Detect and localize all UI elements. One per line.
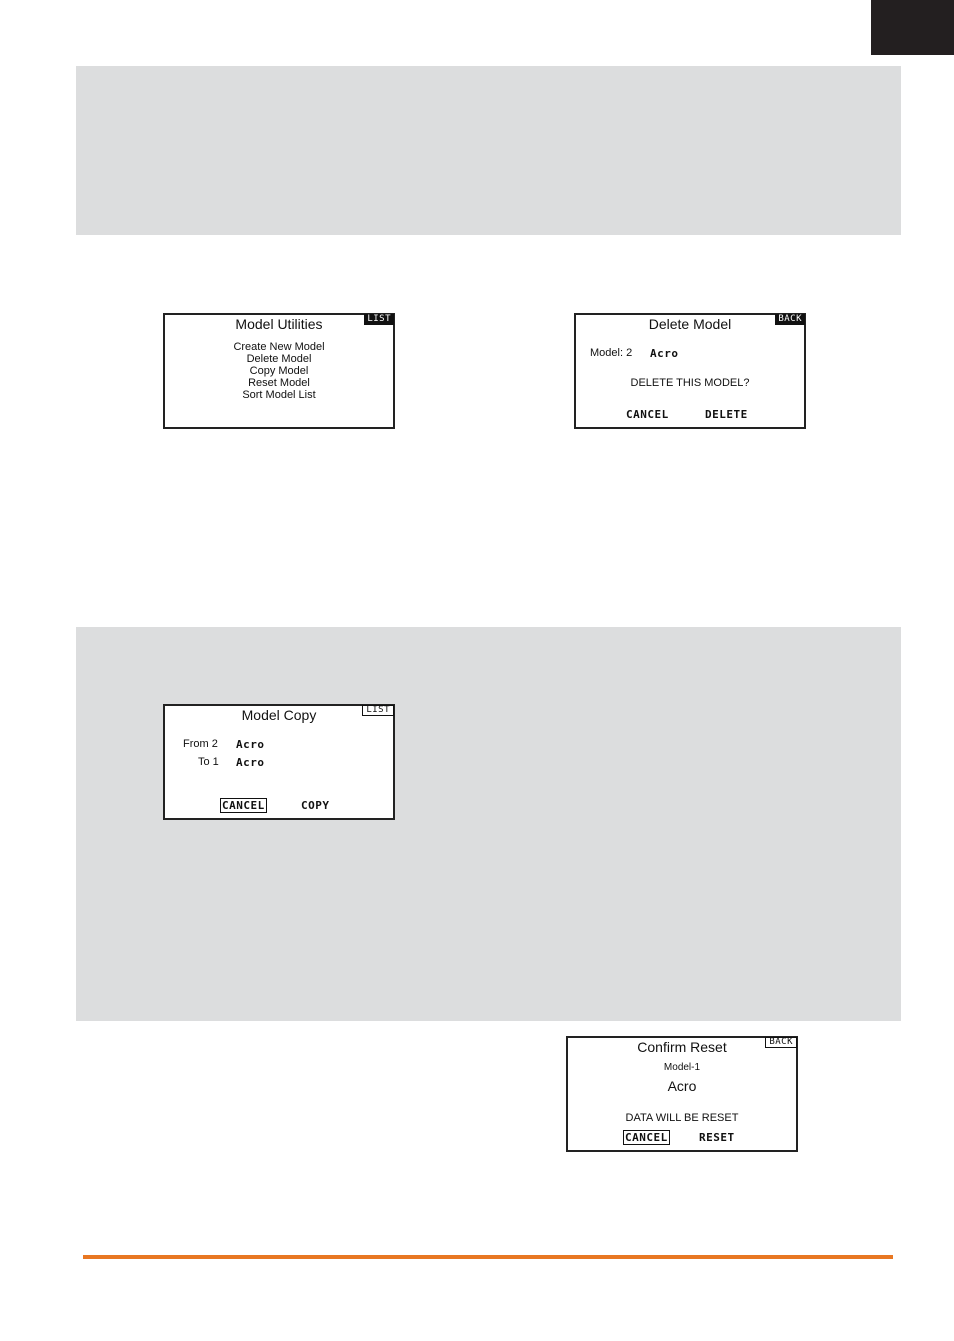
gray-band-top [76,66,901,235]
footer-rule [83,1255,893,1259]
page-corner-tab [871,0,954,55]
list-tag[interactable]: LIST [362,705,394,716]
delete-button[interactable]: DELETE [705,408,748,421]
reset-button[interactable]: RESET [699,1131,735,1144]
screen-title: Delete Model [648,316,732,332]
model-number-label: Model-1 [663,1062,701,1073]
from-model-name[interactable]: Acro [236,738,265,751]
cancel-button[interactable]: CANCEL [625,1131,668,1144]
screen-title: Model Copy [241,707,317,723]
cancel-button[interactable]: CANCEL [626,408,669,421]
delete-prompt: DELETE THIS MODEL? [630,377,750,389]
model-copy-screen [163,704,395,820]
to-label: To 1 [198,756,219,768]
cancel-button[interactable]: CANCEL [222,799,265,812]
model-name: Acro [667,1078,697,1094]
list-tag[interactable]: LIST [364,314,394,325]
menu-item-copy-model[interactable]: Copy Model [249,365,309,377]
menu-item-sort-model-list[interactable]: Sort Model List [242,389,316,401]
menu-item-delete-model[interactable]: Delete Model [246,353,312,365]
screen-title: Confirm Reset [637,1039,727,1055]
from-label: From 2 [183,738,218,750]
copy-button[interactable]: COPY [301,799,330,812]
model-name: Acro [650,347,679,360]
confirm-reset-screen [566,1036,798,1152]
model-number-label: Model: 2 [590,347,633,359]
delete-model-screen [574,313,806,429]
to-model-name[interactable]: Acro [236,756,265,769]
gray-band-middle [76,627,901,1021]
screen-title: Model Utilities [235,316,323,332]
menu-item-reset-model[interactable]: Reset Model [248,377,310,389]
back-tag[interactable]: BACK [765,1037,797,1048]
menu-item-create-new-model[interactable]: Create New Model [233,341,325,353]
model-utilities-screen [163,313,395,429]
back-tag[interactable]: BACK [775,314,805,325]
reset-warning: DATA WILL BE RESET [625,1112,739,1124]
